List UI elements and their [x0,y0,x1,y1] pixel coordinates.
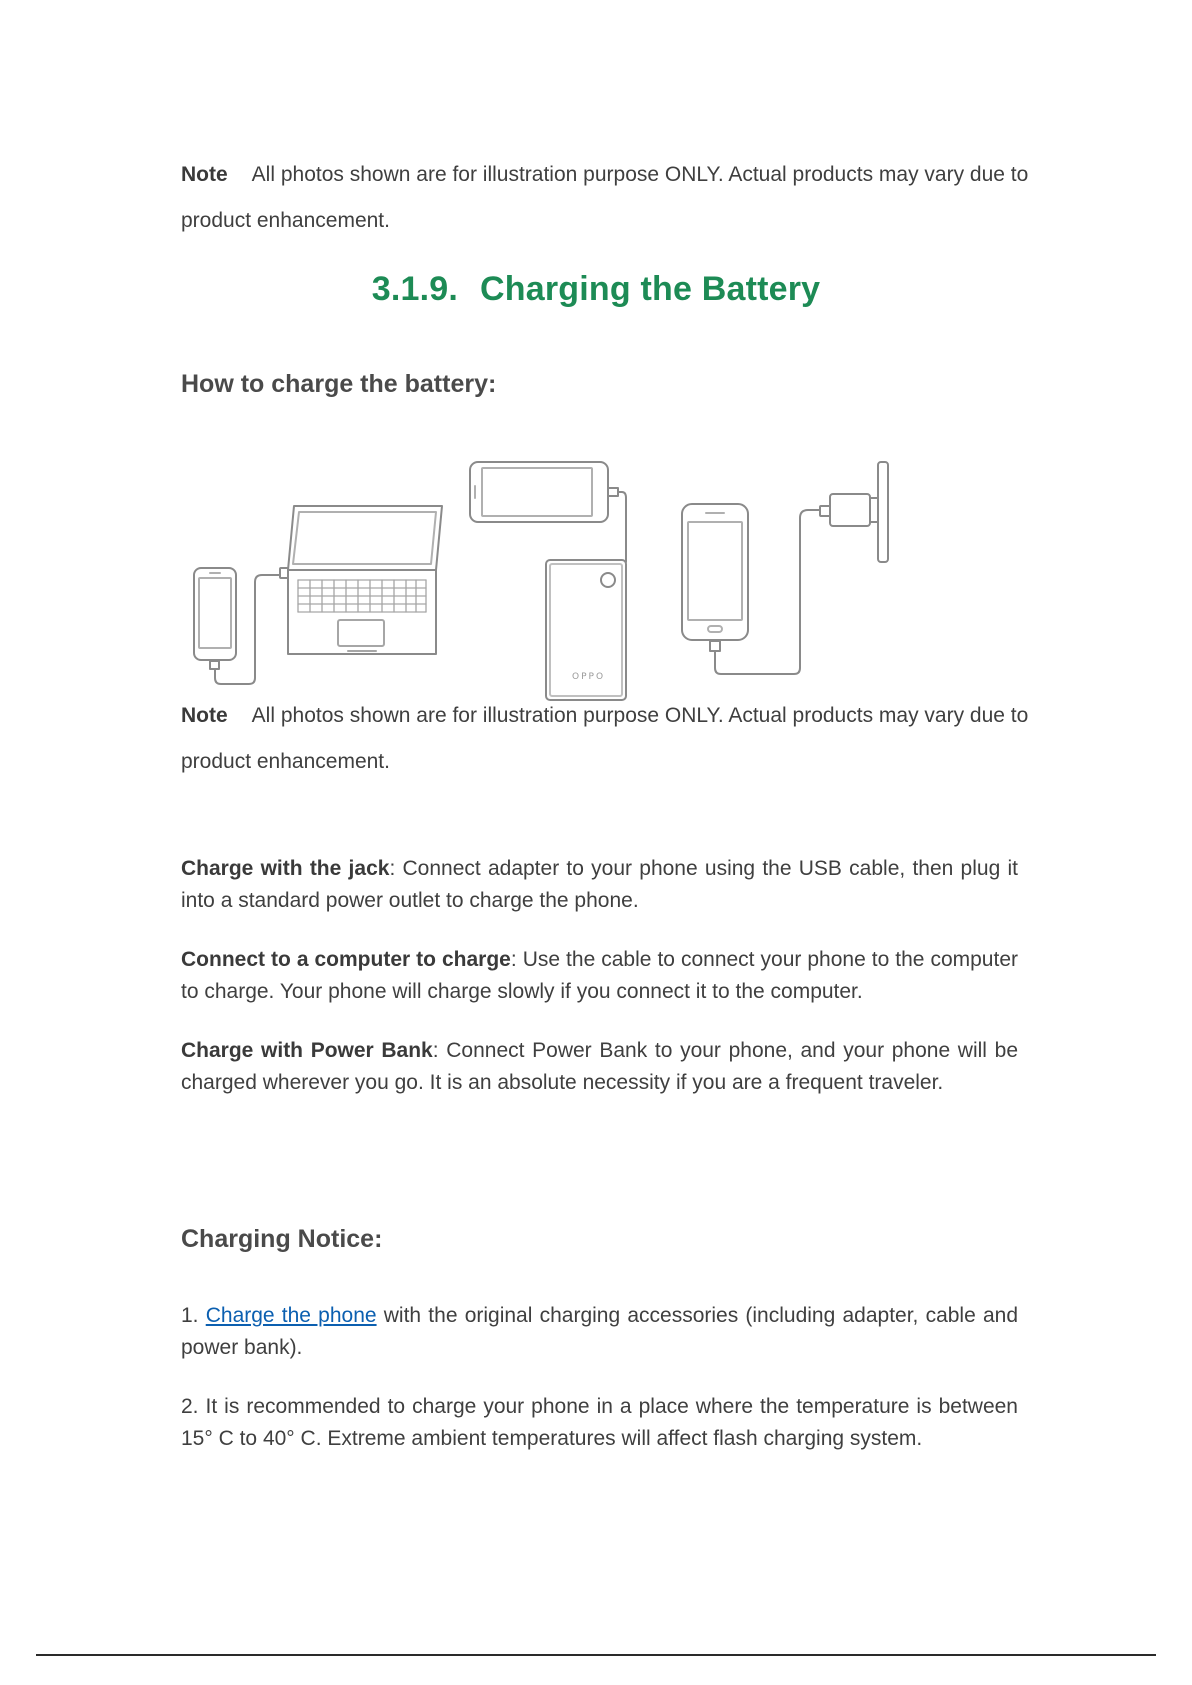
section-title [0,270,1192,309]
note-text: All photos shown are for illustration purpose ONLY. Actual products may vary due to product enhancement. [181,163,1029,232]
notice-1 [181,1300,1018,1364]
notice-2: 2. It is recommended to charge your phone in a place where the temperature is between 15° C to 40° C. Extreme ambient temperatures will affect flash charging system. [181,1395,1018,1450]
charge-the-phone-link[interactable]: Charge the phone [205,1304,377,1327]
note-text: All photos shown are for illustration purpose ONLY. Actual products may vary due to product enhancement. [181,704,1029,773]
method-text: : Connect adapter to your phone using the USB cable, then plug it into a standard power outlet to charge the phone. [181,857,1019,912]
note-label: Note [181,704,228,727]
how-to-heading: How to charge the battery: [181,370,497,398]
notice-text: with the original charging accessories (including adapter, cable and power bank). [181,1304,1018,1359]
footer-rule [36,1654,1156,1656]
note-label: Note [181,163,228,186]
method-jack [181,853,1018,917]
charging-illustration [190,458,980,718]
method-power-bank [181,1035,1018,1099]
phone-landscape-icon [470,462,618,522]
phone-upright-icon [682,504,748,651]
phone-small-icon [194,568,236,669]
charging-notice-heading: Charging Notice: [181,1225,383,1253]
section-number: 3.1.9. [371,270,458,308]
note-top [181,152,1041,244]
method-text: : Use the cable to connect your phone to the computer to charge. Your phone will charge slowly if you connect it to the computer. [181,948,1018,1003]
charging-methods-illustration [190,458,980,718]
powerbank-cable [618,492,626,562]
method-title: Charge with Power Bank [181,1039,433,1062]
laptop-icon [280,506,442,654]
method-title: Connect to a computer to charge [181,948,511,971]
wall-adapter-icon [820,462,888,562]
method-title: Charge with the jack [181,857,390,880]
note-bottom [181,693,1041,785]
notice-prefix: 1. [181,1304,206,1327]
powerbank-brand-label: OPPO [572,672,606,682]
method-text: : Connect Power Bank to your phone, and your phone will be charged wherever you go. It is an absolute necessity if you are a frequent traveler. [181,1039,1019,1094]
section-title-text: Charging the Battery [480,270,821,308]
method-computer [181,944,1018,1008]
